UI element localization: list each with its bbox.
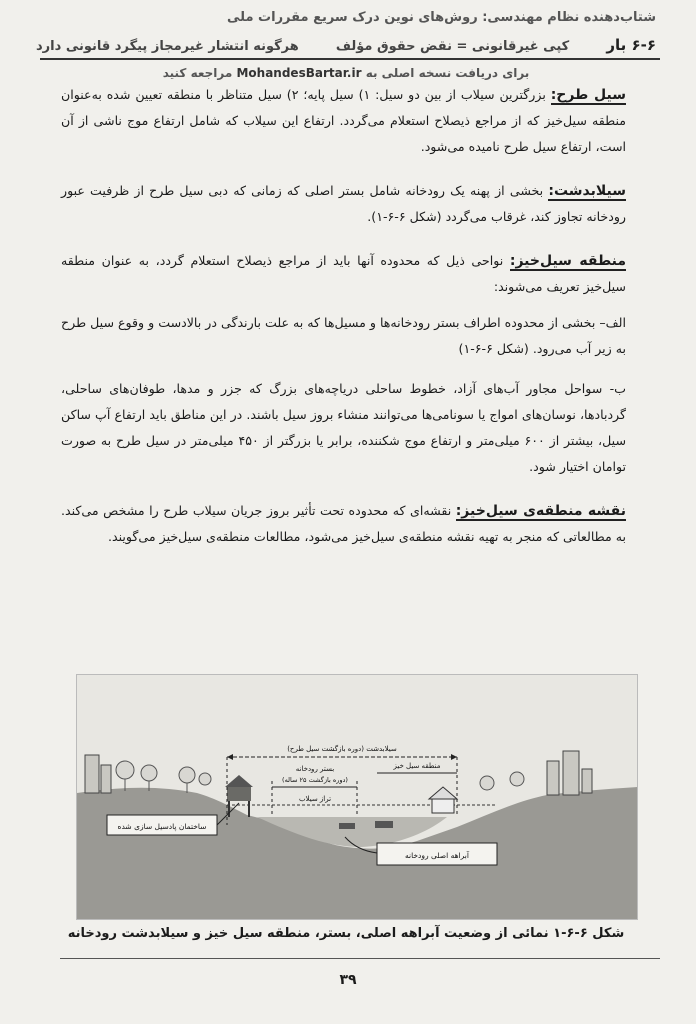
- definition-flood-zone: [61, 248, 626, 300]
- tree-icon: [510, 772, 524, 786]
- source-notice: [36, 66, 656, 80]
- label-flood-zone: منطقه سیل خیز: [393, 762, 441, 770]
- chapter-label: ۶-۶ بار: [606, 36, 656, 54]
- source-notice-suffix: مراجعه کنید: [162, 66, 233, 80]
- stilt-house-body: [227, 787, 251, 801]
- term-flood-zone: منطقه سیل‌خیز:: [509, 253, 627, 269]
- car-icon: [375, 821, 393, 828]
- list-item-label: الف–: [599, 315, 626, 330]
- copyright-warning-right: کپی غیرقانونی = نقض حقوق مؤلف: [335, 39, 570, 54]
- definition-text: بزرگترین سیلاب از بین دو سیل: ۱) سیل پایه؛ ۲) سیل متناظر با منطقه تعیین شده به‌عنوان منطقه سیل‌خیز که از مراجع ذیصلاح استعلام می‌گردد. ارتفاع این سیلاب که شامل ارتفاع موج ناشی از آن است، ارتفاع سیل طرح نامیده می‌شود.: [61, 87, 626, 154]
- running-header-title: شتاب‌دهنده نظام مهندسی: روش‌های نوین درک سریع مقررات ملی: [227, 10, 656, 25]
- label-riverbed-period: (دوره بازگشت ۲۵ ساله): [282, 776, 348, 784]
- source-notice-prefix: برای دریافت نسخه اصلی به: [365, 66, 530, 80]
- label-floodplain: سیلابدشت (دوره بازگشت سیل طرح): [287, 745, 397, 753]
- definition-flood-zone-map: [61, 498, 626, 550]
- figure-caption: شکل ۶-۶-۱ نمائی از وضعیت آبراهه اصلی، بستر، منطقه سیل خیز و سیلابدشت رودخانه: [67, 926, 625, 941]
- footer-divider: [60, 958, 660, 959]
- house-body: [432, 799, 454, 813]
- list-item-text: سواحل مجاور آب‌های آزاد، خطوط ساحلی دریاچه‌های بزرگ که جزر و مدها، طوفان‌های ساحلی، گردبادها، نوسان‌های امواج یا سونامی‌ها می‌توانند منشاء بروز سیل باشند. در این مناطق باید ارتفاع آپ ساکن سیل، بیشتر از ۶۰۰ میلی‌متر و ارتفاع موج شکننده، برابر یا بزرگتر از ۴۵۰ میلی‌متر در سیل طرح به صورت توامان اختیار شود.: [61, 381, 626, 474]
- definition-design-flood: [61, 82, 626, 160]
- tree-icon: [116, 761, 134, 779]
- running-header-chapter-row: [36, 36, 656, 54]
- building-left-2: [101, 765, 111, 793]
- definition-text: نقشه‌ای که محدوده تحت تأثیر بروز جریان سیلاب طرح را مشخص می‌کند. به مطالعاتی که منجر به تهیه نقشه منطقه‌ی سیل‌خیز می‌شود، مطالعات منطقه‌ی سیل‌خیز می‌گویند.: [61, 503, 626, 544]
- tree-icon: [179, 767, 195, 783]
- list-item-label: ب-: [609, 381, 626, 396]
- list-item-be: [61, 376, 626, 480]
- term-flood-zone-map: نقشه منطقه‌ی سیل‌خیز:: [455, 503, 626, 519]
- copyright-warning-left: هرگونه انتشار غیرمجاز پیگرد قانونی دارد: [36, 39, 299, 54]
- label-riverbed: بستر رودخانه: [295, 765, 335, 773]
- definition-text: بخشی از پهنه یک رودخانه شامل بستر اصلی که زمانی که دبی سیل طرح از ظرفیت عبور رودخانه تجاوز کند، غرقاب می‌گردد (شکل ۶-۶-۱).: [61, 183, 626, 224]
- definition-text: نواحی ذیل که محدوده آنها باید از مراجع ذیصلاح استعلام گردد، به عنوان منطقه سیل‌خیز تعریف می‌شوند:: [61, 253, 626, 294]
- building-left-1: [85, 755, 99, 793]
- tree-icon: [480, 776, 494, 790]
- list-item-alef: [61, 310, 626, 362]
- floodplain-diagram: [77, 675, 637, 919]
- term-design-flood: سیل طرح:: [550, 87, 627, 103]
- building-right-3: [582, 769, 592, 793]
- tree-icon: [199, 773, 211, 785]
- list-item-text: بخشی از محدوده اطراف بستر رودخانه‌ها و مسیل‌ها که به علت بارندگی در بالادست و وقوع سیل طرح به زیر آب می‌رود. (شکل ۶-۶-۱): [61, 315, 626, 356]
- label-flood-proof-building: ساختمان پادسیل سازی شده: [117, 822, 207, 831]
- building-right-1: [547, 761, 559, 795]
- definition-floodplain: [61, 178, 626, 230]
- boat-icon: [339, 823, 355, 829]
- page-content: [61, 82, 626, 568]
- building-right-2: [563, 751, 579, 795]
- header-divider: [40, 58, 660, 60]
- label-main-channel: آبراهه اصلی رودخانه: [405, 851, 469, 860]
- source-site-link[interactable]: MohandesBartar.ir: [236, 66, 362, 80]
- page-number: ۳۹: [339, 972, 357, 988]
- term-floodplain: سیلابدشت:: [548, 183, 626, 199]
- floodplain-figure: [76, 674, 638, 920]
- label-flood-level: تراز سیلاب: [298, 795, 332, 803]
- tree-icon: [141, 765, 157, 781]
